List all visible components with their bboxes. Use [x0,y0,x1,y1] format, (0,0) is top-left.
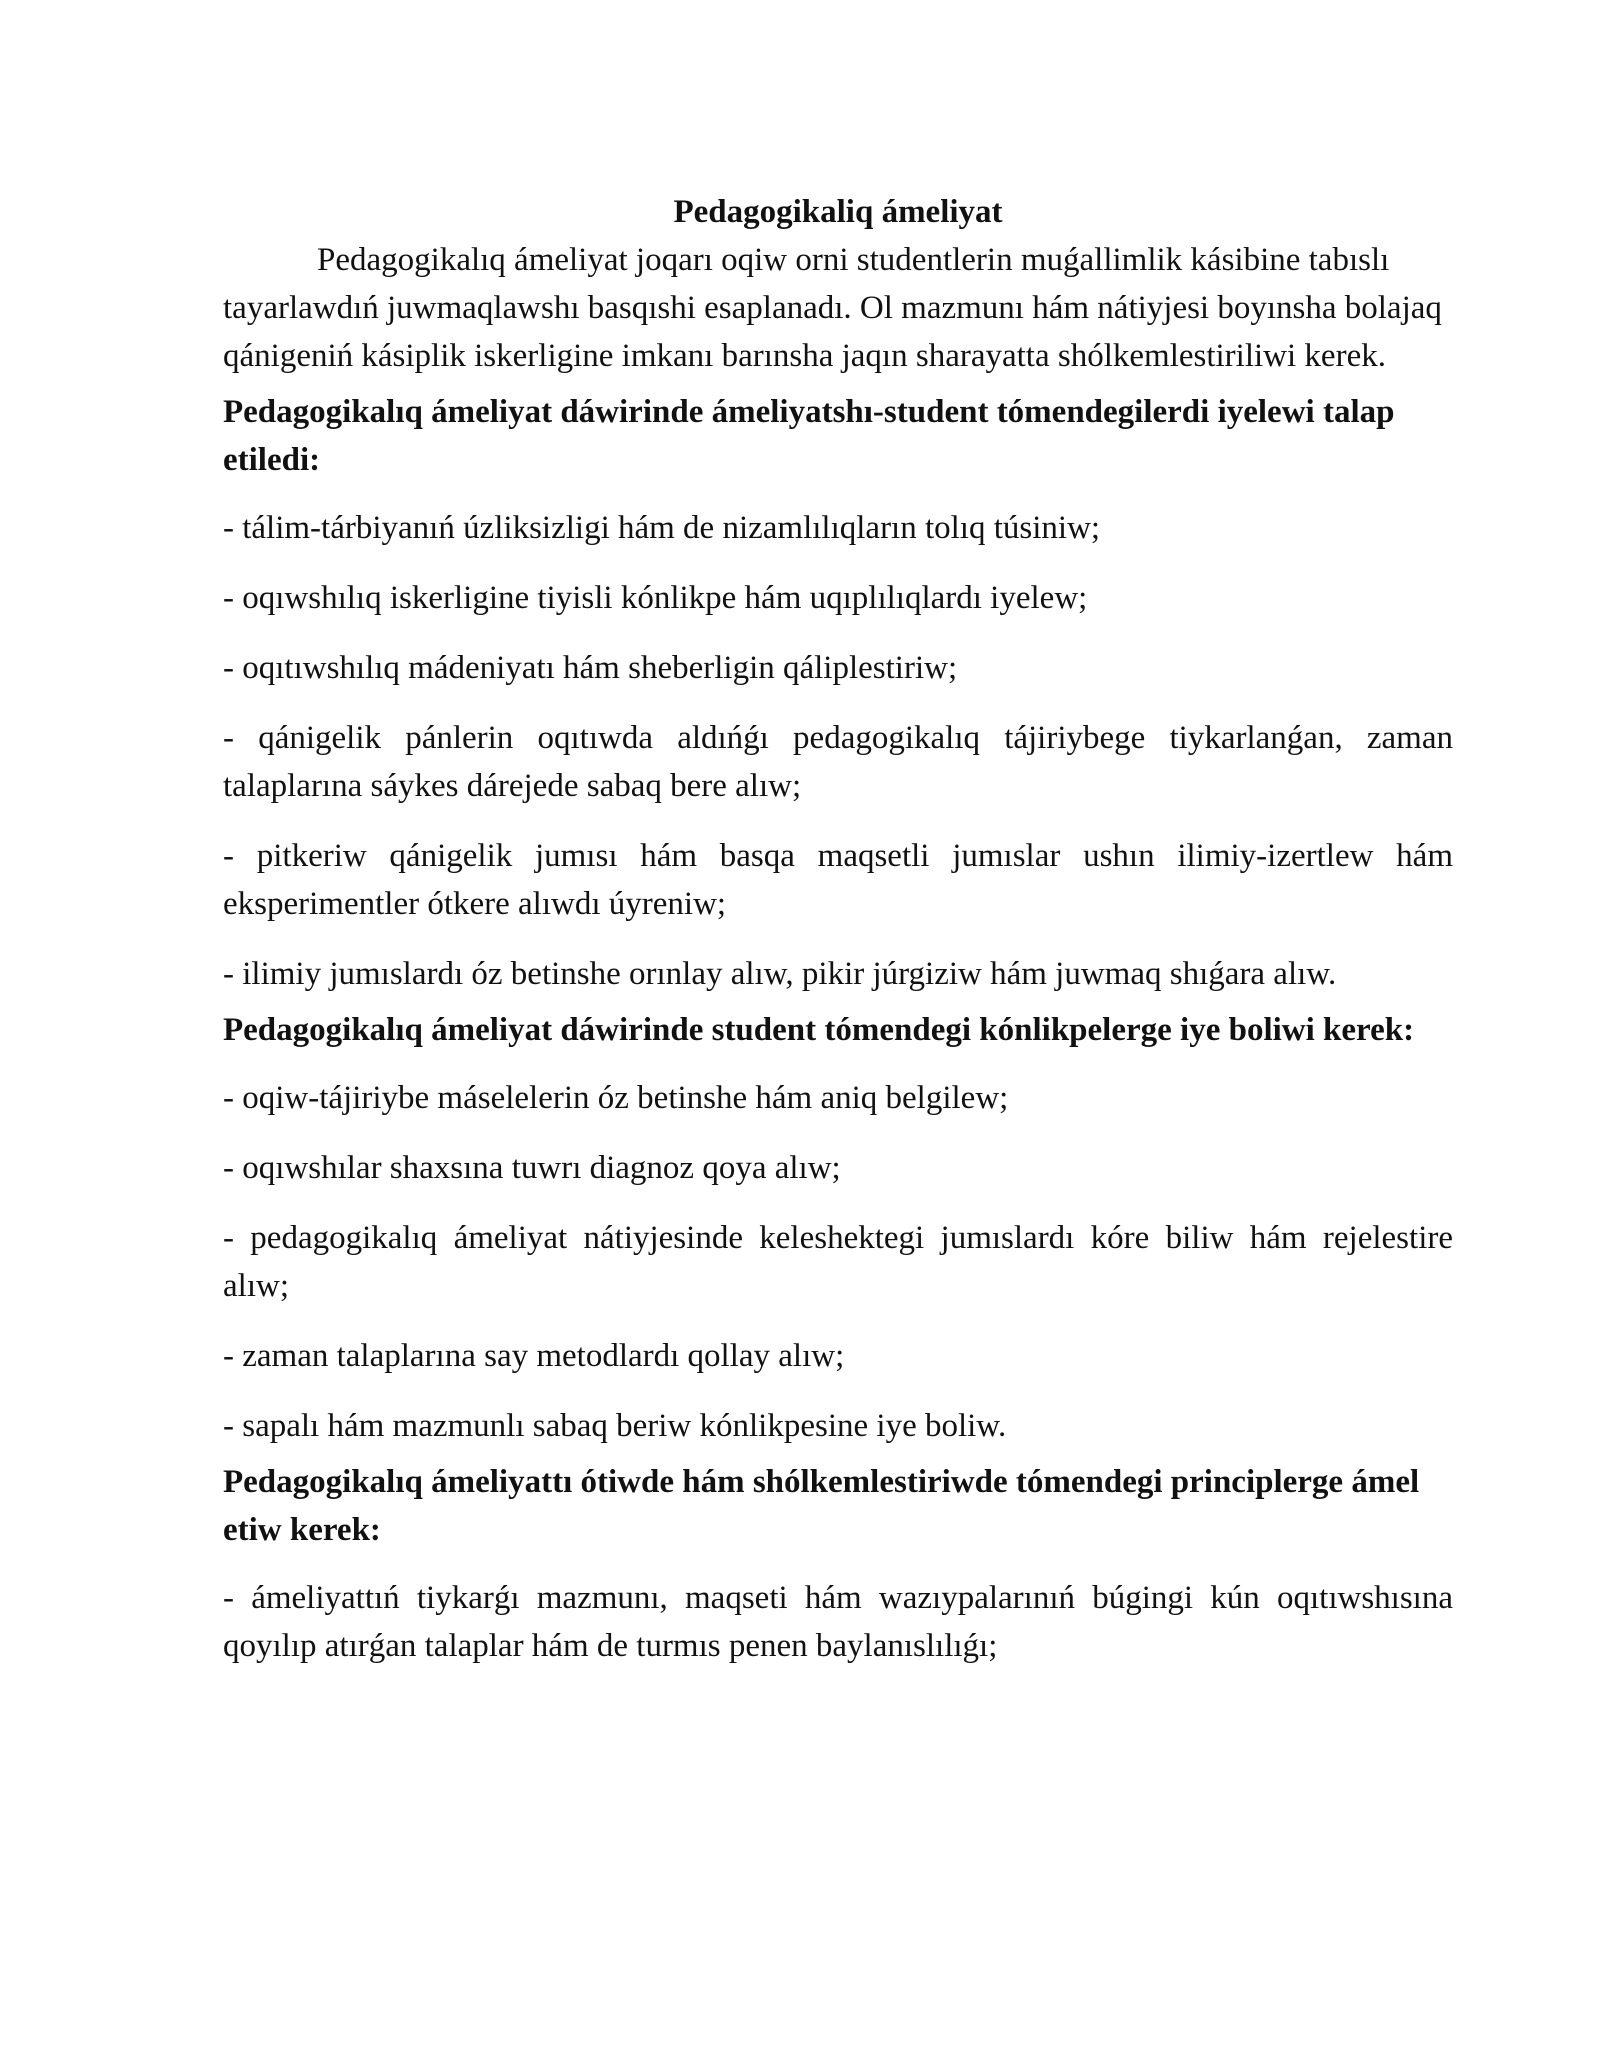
list-item: - pedagogikalıq ámeliyat nátiyjesinde keleshektegi jumıslardı kóre biliw hám rejelestire alıw; [223,1220,1453,1304]
document-page [223,188,1453,1692]
list-item: - oqiw-tájiriybe máselelerin óz betinshe hám aniq belgilew; [223,1080,1009,1116]
document-title: Pedagogikaliq ámeliyat [673,194,1003,230]
list-item: - pitkeriw qánigelik jumısı hám basqa maqsetli jumıslar ushın ilimiy-izertlew hám eksperimentler ótkere alıwdı úyreniw; [223,838,1453,922]
list-item: - oqıwshılar shaxsına tuwrı diagnoz qoya alıw; [223,1150,841,1186]
section-skills [223,1006,1453,1450]
list-item: - tálim-tárbiyanıń úzliksizligi hám de nizamlılıqların tolıq túsiniw; [223,510,1101,546]
section-principles [223,1458,1453,1670]
list-item: - sapalı hám mazmunlı sabaq beriw kónlikpesine iye boliw. [223,1408,1007,1444]
list-item: - ilimiy jumıslardı óz betinshe orınlay alıw, pikir júrgiziw hám juwmaq shıǵara alıw. [223,956,1337,992]
list-item: - zaman talaplarına say metodlardı qollay alıw; [223,1338,845,1374]
section-requirements [223,388,1453,998]
list-item: - qánigelik pánlerin oqıtıwda aldıńǵı pedagogikalıq tájiriybege tiykarlanǵan, zaman talaplarına sáykes dárejede sabaq bere alıw; [223,720,1453,804]
list-item: - ámeliyattıń tiykarǵı mazmunı, maqseti hám wazıypalarınıń búgingi kún oqıtıwshısına qoyılıp atırǵan talaplar hám de turmıs penen baylanıslılıǵı; [223,1580,1453,1664]
section-heading: Pedagogikalıq ámeliyat dáwirinde ámeliyatshı-student tómendegilerdi iyelewi talap etiledi: [223,394,1395,478]
section-heading: Pedagogikalıq ámeliyattı ótiwde hám shólkemlestiriwde tómendegi principlerge ámel etiw kerek: [223,1464,1420,1548]
section-heading: Pedagogikalıq ámeliyat dáwirinde student tómendegi kónlikpelerge iye boliwi kerek: [223,1012,1415,1048]
list-item: - oqıwshılıq iskerligine tiyisli kónlikpe hám uqıplılıqlardı iyelew; [223,580,1088,616]
intro-paragraph: Pedagogikalıq ámeliyat joqarı oqiw orni studentlerin muǵallimlik kásibine tabıslı tayarlawdıń juwmaqlawshı basqıshi esaplanadı. Ol mazmunı hám nátiyjesi boyınsha bolajaq qánigeniń kásiplik iskerligine imkanı barınsha jaqın sharayatta shólkemlestiriliwi kerek. [223,242,1442,374]
list-item: - oqıtıwshılıq mádeniyatı hám sheberligin qáliplestiriw; [223,650,958,686]
